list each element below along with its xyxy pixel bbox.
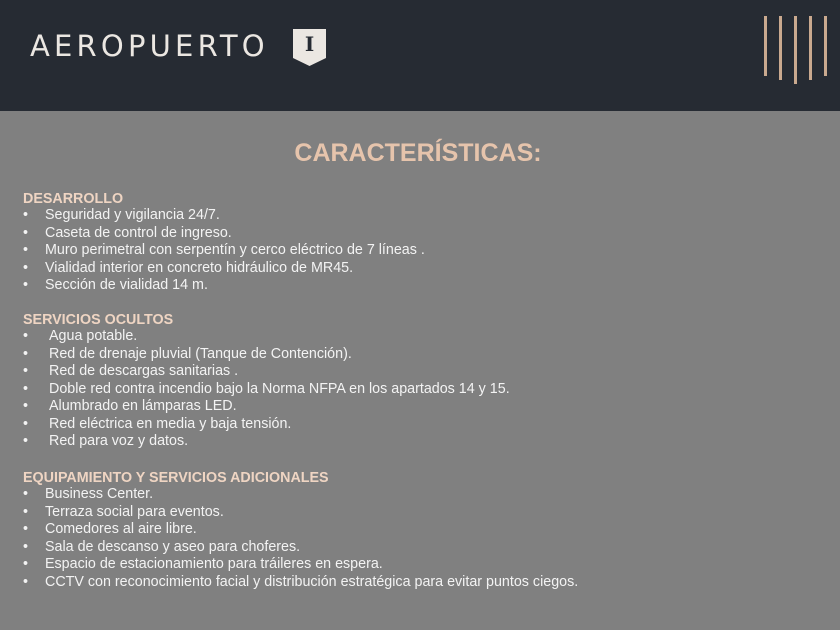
section-servicios-ocultos	[23, 312, 510, 451]
brand-name: AEROPUERTO	[30, 29, 269, 63]
bullet-icon: •	[23, 259, 29, 276]
list-item: • Muro perimetral con serpentín y cerco eléctrico de 7 líneas .	[23, 242, 425, 258]
list-item: • Seguridad y vigilancia 24/7.	[23, 207, 220, 223]
section-heading: SERVICIOS OCULTOS	[23, 312, 174, 328]
bullet-icon: •	[23, 345, 29, 362]
bullet-icon: •	[23, 328, 29, 344]
bullet-icon: •	[23, 538, 29, 555]
section-desarrollo	[23, 191, 425, 295]
list-item: • Vialidad interior en concreto hidráulico de MR45.	[23, 259, 354, 276]
list-item: • Red para voz y datos.	[23, 433, 189, 449]
list-item: • Sala de descanso y aseo para choferes.	[23, 538, 301, 555]
list-item: • Alumbrado en lámparas LED.	[23, 398, 237, 414]
list-item: • Agua potable.	[23, 328, 138, 344]
bullet-icon: •	[23, 486, 29, 502]
bullet-icon: •	[23, 363, 29, 379]
bullet-icon: •	[23, 415, 29, 432]
vertical-bars-logo-icon	[762, 15, 830, 85]
section-list	[23, 207, 425, 295]
list-item: • Business Center.	[23, 486, 154, 502]
header-banner	[0, 0, 840, 111]
page-title: CARACTERÍSTICAS:	[294, 139, 542, 167]
section-heading: DESARROLLO	[23, 191, 124, 207]
bullet-icon: •	[23, 224, 29, 241]
bullet-icon: •	[23, 433, 29, 449]
bullet-icon: •	[23, 503, 29, 520]
badge-shield-icon	[292, 28, 327, 67]
section-list	[23, 328, 510, 451]
list-item: • Doble red contra incendio bajo la Norma NFPA en los apartados 14 y 15.	[23, 380, 510, 397]
bullet-icon: •	[23, 207, 29, 223]
list-item: • Espacio de estacionamiento para tráileres en espera.	[23, 556, 383, 572]
list-item: • CCTV con reconocimiento facial y distribución estratégica para evitar puntos ciegos.	[23, 573, 579, 590]
list-item: • Comedores al aire libre.	[23, 521, 197, 537]
list-item: • Sección de vialidad 14 m.	[23, 277, 208, 293]
bullet-icon: •	[23, 573, 29, 590]
list-item: • Terraza social para eventos.	[23, 503, 224, 520]
bullet-icon: •	[23, 521, 29, 537]
bullet-icon: •	[23, 398, 29, 414]
bullet-icon: •	[23, 277, 29, 293]
bullet-icon: •	[23, 380, 29, 397]
bullet-icon: •	[23, 556, 29, 572]
badge-label: I	[304, 32, 315, 56]
section-equipamiento	[23, 470, 578, 591]
list-item: • Red de descargas sanitarias .	[23, 363, 239, 379]
section-list	[23, 486, 578, 591]
list-item: • Red eléctrica en media y baja tensión.	[23, 415, 292, 432]
list-item: • Caseta de control de ingreso.	[23, 224, 232, 241]
list-item: • Red de drenaje pluvial (Tanque de Contención).	[23, 345, 352, 362]
bullet-icon: •	[23, 242, 29, 258]
section-heading: EQUIPAMIENTO Y SERVICIOS ADICIONALES	[23, 470, 329, 486]
